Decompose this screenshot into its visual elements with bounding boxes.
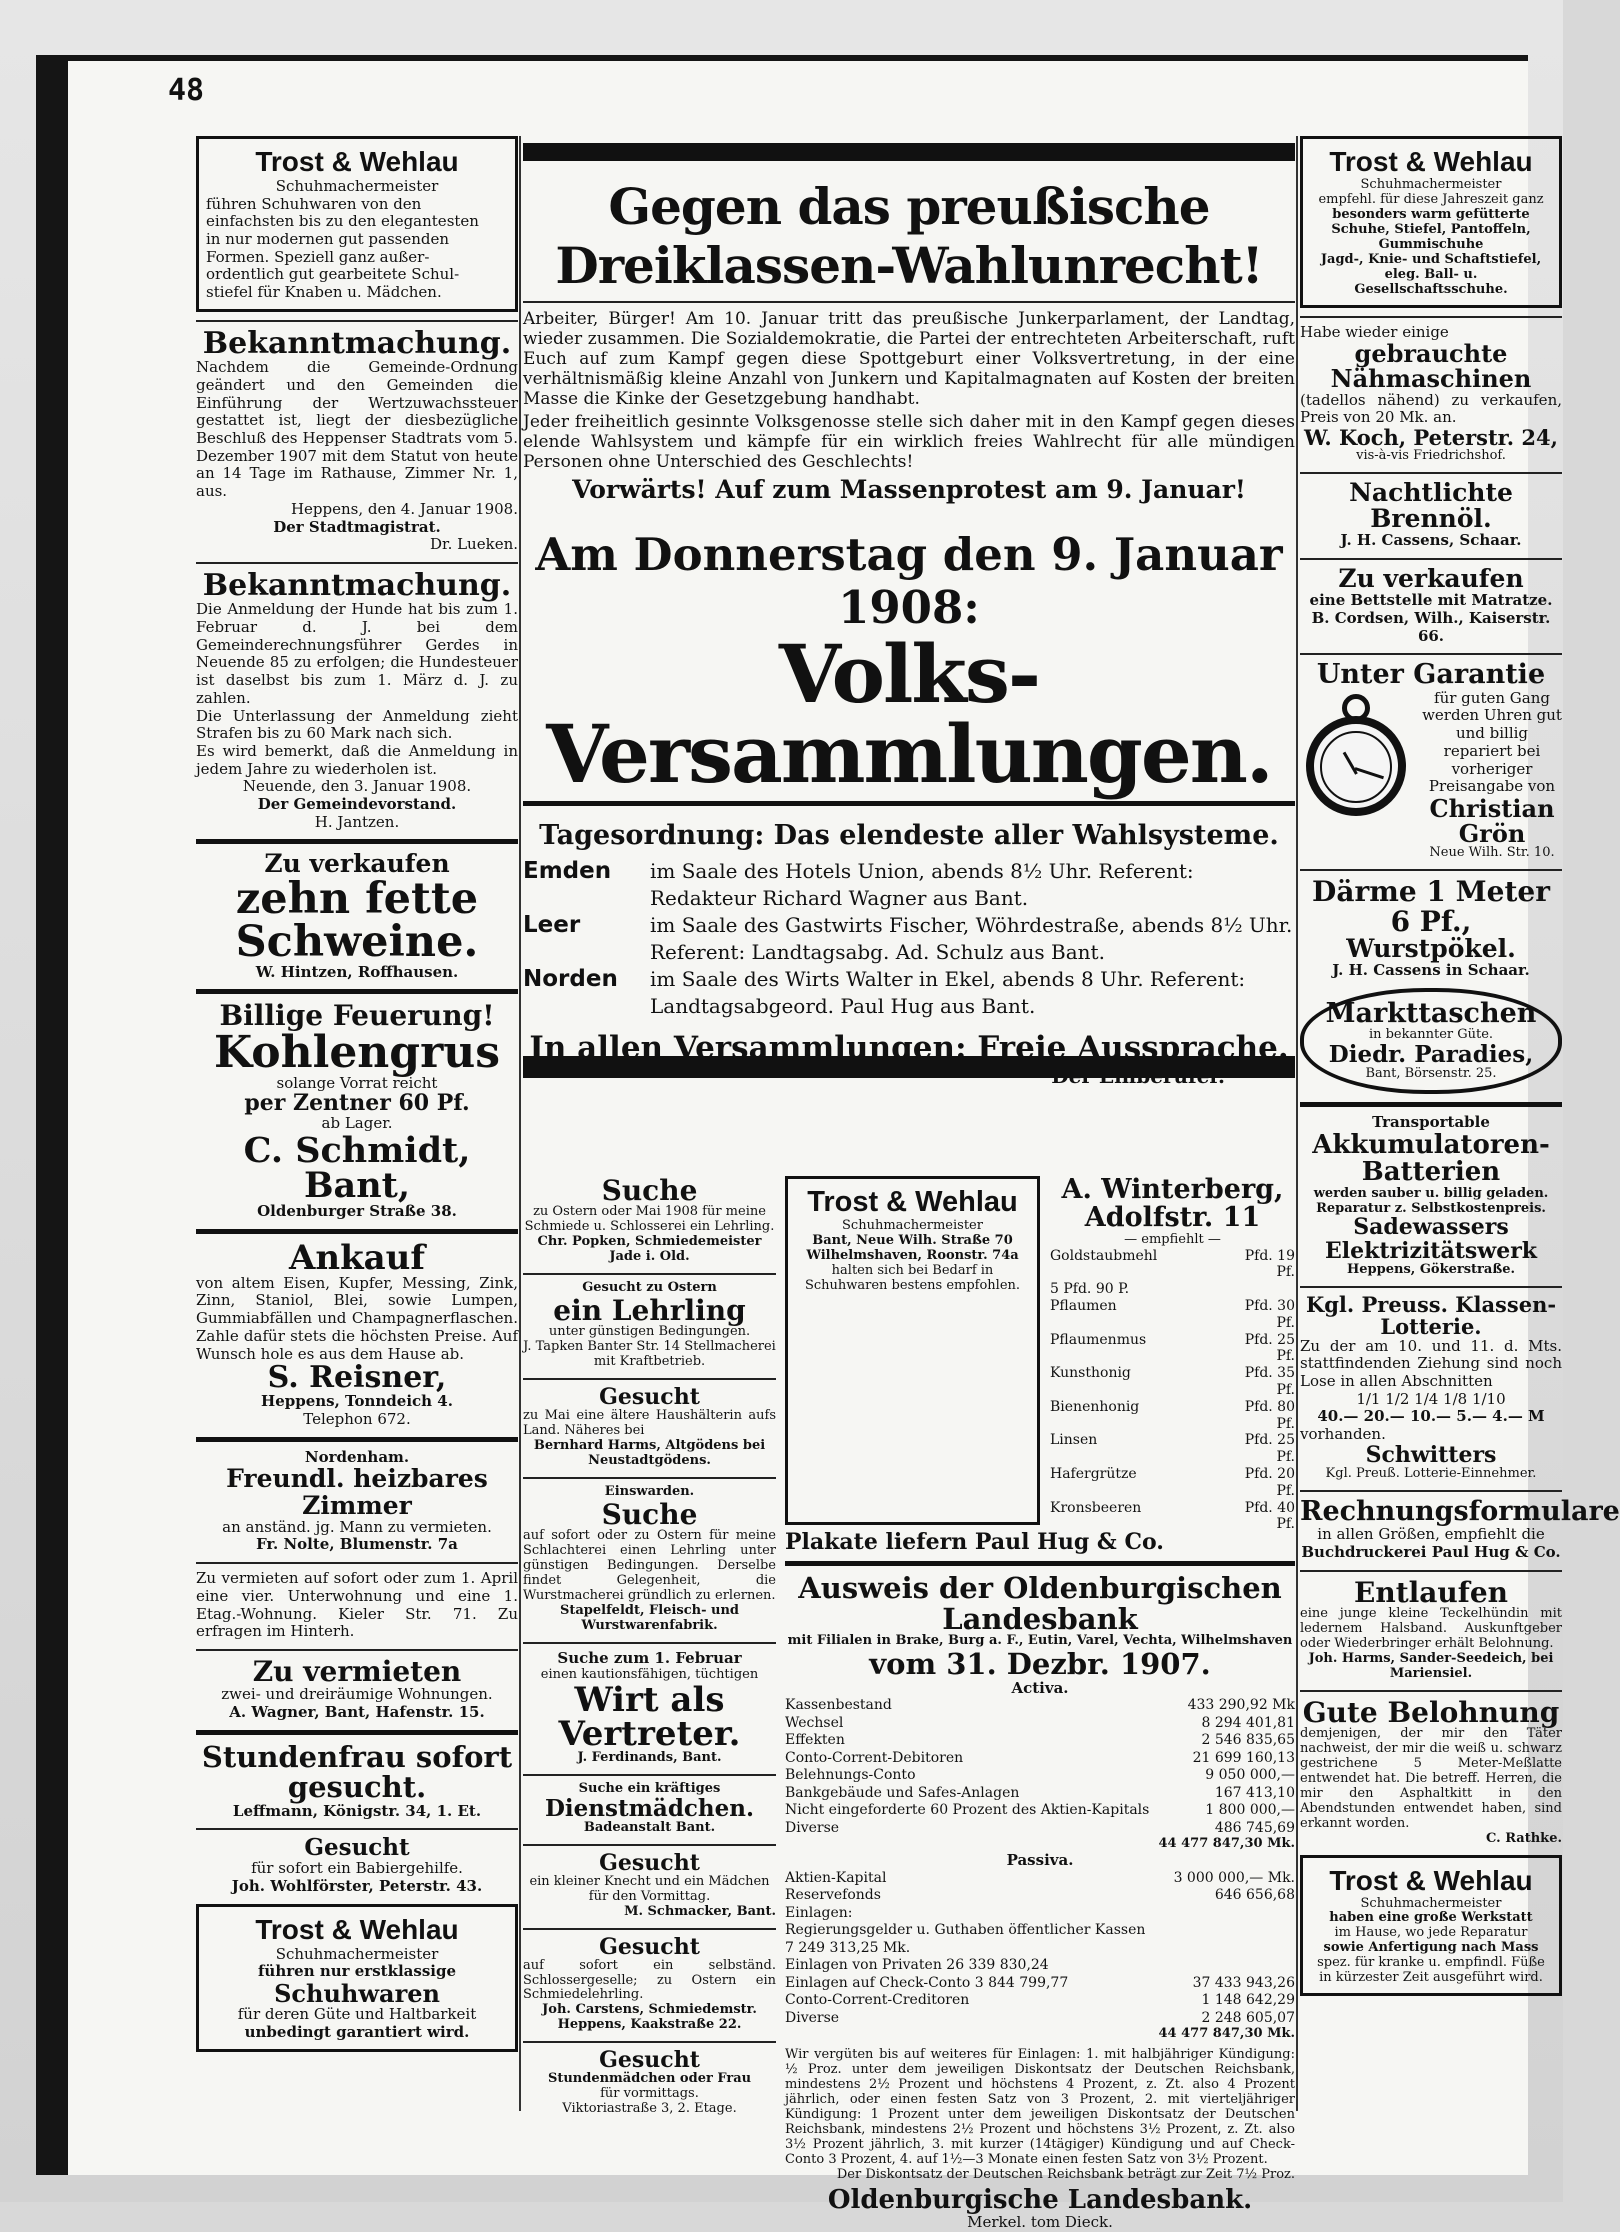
battery-ad: Transportable Akkumulatoren-Batterien werden sauber u. billig geladen. Reparatur z. Selbstkostenpreis. Sadewassers Elektrizitätswerk Heppens, Gökerstraße. — [1312, 1113, 1550, 1277]
trost-wehlau-ad-5: Trost & Wehlau Schuhmachermeister haben eine große Werkstatt im Hause, wo jede Reparatur sowie Anfertigung nach Mass spez. für kranke u. empfindl. Füße in kürzester Zeit ausgeführt wird. — [1300, 1855, 1562, 1997]
winterberg-ad: A. Winterberg, Adolfstr. 11 — empfiehlt — Goldstaubmehl Pfd. 19 Pf. 5 Pfd. 90 P. Pflaumen Pfd. 30 Pf. Pflaumenmus Pfd. 25 Pf. Kunsthonig Pfd. 35 Pf. Bienenhonig Pfd. 80 Pf. Linsen Pfd. 25 Pf. Hafergrütze Pfd. 20 Pf. Kronsbeeren Pfd. 40 Pf. — [1050, 1174, 1295, 1533]
hourly-help-ad: Stundenfrau sofort gesucht. Leffmann, Königstr. 34, 1. Et. — [201, 1739, 513, 1820]
reward-ad: Gute Belohnung demjenigen, der mir den Täter nachweist, der mir die weiß u. schwarz gestrichene 5 Meter-Meßlatte entwendet hat. Die betreff. Herren, die mir den Asphaltkitt in den Abendstunden entwendet haben, sind erkannt worden. C. Rathke. — [1300, 1695, 1562, 1846]
trost-wehlau-ad-4: Trost & Wehlau Schuhmachermeister empfehl. für diese Jahreszeit ganz besonders warm gefütterte Schuhe, Stiefel, Pantoffeln, Gummischuhe Jagd-, Knie- und Schaftstiefel, eleg. Ball- u. Gesellschaftsschuhe. — [1300, 136, 1562, 308]
divider — [523, 1378, 776, 1380]
lamp-oil-ad: Nachtlichte Brennöl. J. H. Cassens, Schaar. — [1340, 477, 1522, 550]
billing-forms-ad: Rechnungsformulare in allen Größen, empfiehlt die Buchdruckerei Paul Hug & Co. — [1300, 1495, 1620, 1561]
apprentice-ad: Gesucht zu Ostern ein Lehrling unter günstigen Bedingungen. J. Tapken Banter Str. 14 Stellmacherei mit Kraftbetrieb. — [523, 1280, 776, 1370]
divider — [1300, 1490, 1562, 1492]
top-business-ads — [785, 1176, 1295, 1533]
divider — [196, 1562, 518, 1564]
divider — [196, 1649, 518, 1651]
divider — [1300, 472, 1562, 474]
butcher-apprentice-ad: Einswarden. Suche auf sofort oder zu Ostern für meine Schlachterei einen Lehrling unter günstigen Bedingungen. Derselbe findet Gelegenheit, die Wurstmacherei gründlich zu erlernen. Stapelfeldt, Fleisch- und Wurstwarenfabrik. — [523, 1484, 776, 1634]
divider — [1300, 1690, 1562, 1692]
divider — [196, 839, 518, 844]
divider — [523, 1844, 776, 1846]
organizer: Der Einberufer. — [1051, 1063, 1225, 1088]
divider — [196, 562, 518, 564]
divider — [523, 1774, 776, 1776]
divider — [1300, 1570, 1562, 1572]
divider — [196, 1730, 518, 1735]
bed-sale-ad: Zu verkaufen eine Bettstelle mit Matratze. B. Cordsen, Wilh., Kaiserstr. 66. — [1309, 564, 1553, 645]
pigs-ad: Zu verkaufen zehn fette Schweine. W. Hintzen, Roffhausen. — [235, 849, 479, 981]
meeting-date: Am Donnerstag den 9. Januar 1908: — [535, 527, 1283, 634]
pocket-watch-icon — [1300, 694, 1412, 826]
divider — [523, 1273, 776, 1275]
cleaning-help-ad: Gesucht Stundenmädchen oder Frau für vormittags. Viktoriastraße 3, 2. Etage. — [547, 2047, 752, 2117]
divider — [523, 301, 1295, 303]
coal-ad: Billige Feuerung! Kohlengrus solange Vorrat reicht per Zentner 60 Pf. ab Lager. C. Schmidt, Bant, Oldenburger Straße 38. — [213, 999, 501, 1221]
activa-list: Kassenbestand 433 290,92 Mk Wechsel 8 294 401,81 Effekten 2 546 835,65 Conto-Corrent-Debitoren 21 699 160,13 Belehnungs-Conto 9 050 000,— Bankgebäude und Safes-Anlagen 167 413,10 Nicht eingeforderte 60 Prozent des Aktien-Kapitals 1 800 000,— Diverse 486 745,69 — [785, 1697, 1295, 1836]
watch-ad-text: für guten Gang werden Uhren gut und billig repariert bei vorheriger Preisangabe von Christian Grön Neue Wilh. Str. 10. — [1422, 688, 1562, 861]
election-appeal: Arbeiter, Bürger! Am 10. Januar tritt das preußische Junkerparlament, der Landtag, wieder zusammen. Die Sozialdemokratie, die Partei der entrechteten Arbeiterschaft, ruft Euch auf zum Kampf gegen diese Spottgeburt einer Volksvertretung, in der eine verhältnismäßig kleine Anzahl von Junkern und Kapitalmagnaten auf Kosten der breiten Masse die Kinke der Gesetzgebung handhabt. Jeder freiheitlich gesinnte Volksgenosse stelle sich daher mit in den Kampf gegen dieses elende Wahlsystem und kämpfe für ein wirklich freies Wahlrecht für alle mündigen Personen ohne Unterschied des Geschlechts! — [523, 309, 1295, 473]
center-lower-section — [523, 1056, 1295, 2231]
divider — [1300, 869, 1562, 871]
representative-ad: Suche zum 1. Februar einen kautionsfähigen, tüchtigen Wirt als Vertreter. J. Ferdinands, Bant. — [540, 1649, 759, 1765]
notice-ad-1: Bekanntmachung. Nachdem die Gemeinde-Ordnung geändert und den Gemeinden die Einführung der Wertzuwachssteuer gestattet ist, liegt der diesbezügliche Beschluß des Heppenser Stadtrats vom 5. Dezember 1907 mit dem Statut von heute an 14 Tage im Rathause, Zimmer Nr. 1, aus. Heppens, den 4. Januar 1908. Der Stadtmagistrat. Dr. Lueken. — [196, 325, 518, 554]
divider — [523, 1477, 776, 1479]
page-number: 48 — [168, 73, 205, 108]
divider — [523, 1642, 776, 1644]
market-bags-ad: Markttaschen in bekannter Güte. Diedr. Paradies, Bant, Börsenstr. 25. — [1300, 988, 1562, 1094]
newspaper-page — [68, 55, 1620, 2231]
rent-ad-2: Zu vermieten zwei- und dreiräumige Wohnungen. A. Wagner, Bant, Hafenstr. 15. — [221, 1654, 493, 1721]
free-speech: In allen Versammlungen: Freie Aussprache. — [529, 1029, 1289, 1066]
maid-ad: Suche ein kräftiges Dienstmädchen. Badeanstalt Bant. — [544, 1780, 755, 1835]
column-rule-left — [519, 136, 521, 2111]
divider — [523, 2041, 776, 2043]
agenda: Tagesordnung: Das elendeste aller Wahlsysteme. — [539, 819, 1279, 851]
grocery-price-list: Goldstaubmehl Pfd. 19 Pf. 5 Pfd. 90 P. Pflaumen Pfd. 30 Pf. Pflaumenmus Pfd. 25 Pf. Kunsthonig Pfd. 35 Pf. Bienenhonig Pfd. 80 Pf. Linsen Pfd. 25 Pf. Hafergrütze Pfd. 20 Pf. Kronsbeeren Pfd. 40 Pf. — [1050, 1247, 1295, 1533]
divider — [523, 801, 1295, 806]
rent-ad-1: Zu vermieten auf sofort oder zum 1. April eine vier. Unterwohnung und eine 1. Etag.-Wohnung. Kieler Str. 71. Zu erfragen im Hinterh. — [196, 1569, 518, 1641]
divider — [196, 320, 518, 322]
headline-rule — [523, 143, 1295, 161]
printing-ad: Plakate liefern Paul Hug & Co. — [785, 1529, 1164, 1556]
binding-edge — [36, 55, 68, 2175]
job-ads-column — [523, 1176, 776, 2125]
lost-dog-ad: Entlaufen eine junge kleine Teckelhündin mit ledernem Halsband. Auskunftgeber oder Wiederbringer erhält Belohnung. Joh. Harms, Sander-Seedeich, bei Mariensiel. — [1300, 1575, 1562, 1681]
sausage-casings-ad: Därme 1 Meter 6 Pf., Wurstpökel. J. H. Cassens in Schaar. — [1312, 875, 1550, 980]
divider — [196, 1229, 518, 1234]
business-and-bank-column — [785, 1176, 1295, 2232]
watch-repair-ad: Unter Garantie für guten Gang werden Uhren gut und billig repariert bei vorheriger Preisangabe von Christian Grön Neue Wilh. Str. 10. — [1300, 661, 1562, 861]
watch-ad-body — [1300, 690, 1562, 861]
section-rule — [523, 1056, 1295, 1078]
blacksmith-apprentice-ad: Suche zu Ostern oder Mai 1908 für meine Schmiede u. Schlosserei ein Lehrling. Chr. Popken, Schmiedemeister Jade i. Old. — [524, 1174, 775, 1265]
assembly-title: Volks-Versammlungen. — [546, 626, 1272, 801]
nordenham-room-ad: Nordenham. Freundl. heizbares Zimmer an anständ. jg. Mann zu vermieten. Fr. Nolte, Blumenstr. 7a — [222, 1447, 492, 1554]
meeting-list: Emden im Saale des Hotels Union, abends 8½ Uhr. Referent: Redakteur Richard Wagner aus Bant. Leer im Saale des Gastwirts Fischer, Wöhrdestraße, abends 8½ Uhr. Referent: Landtagsabg. Ad. Schulz aus Bant. Norden im Saale des Wirts Walter in Ekel, abends 8 Uhr. Referent: Landtagsabgeord. Paul Hug aus Bant. — [523, 857, 1293, 1018]
trost-wehlau-ad-1: Trost & Wehlau Schuhmachermeister führen Schuhwaren von den einfachsten bis zu den elegantesten in nur modernen gut passenden Formen. Speziell ganz außer- ordentlich gut gearbeitete Schul- stiefel für Knaben u. Mädchen. — [196, 136, 518, 312]
divider — [785, 1561, 1295, 1566]
center-column — [523, 136, 1295, 2231]
divider — [1300, 558, 1562, 560]
divider — [196, 1828, 518, 1830]
housekeeper-ad: Gesucht zu Mai eine ältere Haushälterin aufs Land. Näheres bei Bernhard Harms, Altgödens bei Neustadtgödens. — [523, 1384, 776, 1469]
trost-wehlau-ad-3: Trost & Wehlau Schuhmachermeister Bant, Neue Wilh. Straße 70 Wilhelmshaven, Roonstr. 74a halten sich bei Bedarf in Schuhwaren bestens empfohlen. — [785, 1176, 1040, 1525]
divider — [1300, 1102, 1562, 1107]
divider — [1300, 316, 1562, 318]
lottery-ad: Kgl. Preuss. Klassen-Lotterie. Zu der am 10. und 11. d. Mts. stattfindenden Ziehung sind noch Lose in allen Abschnitten 1/1 1/2 1/4 1/8 1/10 40.— 20.— 10.— 5.— 4.— M vorhanden. Schwitters Kgl. Preuß. Lotterie-Einnehmer. — [1300, 1291, 1562, 1481]
left-column — [196, 136, 518, 2060]
divider — [1300, 653, 1562, 655]
farm-help-ad: Gesucht ein kleiner Knecht und ein Mädchen für den Vormittag. M. Schmacker, Bant. — [529, 1849, 776, 1919]
divider — [196, 989, 518, 994]
trost-wehlau-ad-2: Trost & Wehlau Schuhmachermeister führen nur erstklassige Schuhwaren für deren Güte und Haltbarkeit unbedingt garantiert wird. — [196, 1904, 518, 2052]
divider — [196, 1437, 518, 1442]
mass-protest-call: Vorwärts! Auf zum Massenprotest am 9. Januar! — [572, 475, 1246, 505]
barber-ad: Gesucht für sofort ein Babiergehilfe. Joh. Wohlförster, Peterstr. 43. — [231, 1834, 483, 1896]
passiva-list: Aktien-Kapital 3 000 000,— Mk. Reservefonds 646 656,68 Einlagen: Regierungsgelder u. Guthaben öffentlicher Kassen 7 249 313,25 Mk. Einlagen von Privaten 26 339 830,24 Einlagen auf Check-Conto 3 844 799,77 37 433 943,26 Conto-Corrent-Creditoren 1 148 642,29 Diverse 2 248 605,07 — [785, 1869, 1295, 2026]
political-headline: Gegen das preußische Dreiklassen-Wahlunrecht! — [555, 177, 1263, 295]
scrap-purchase-ad: Ankauf von altem Eisen, Kupfer, Messing, Zink, Zinn, Staniol, Blei, sowie Lumpen, Gummiabfällen und Champagnerflaschen. Zahle dafür stets die höchsten Preise. Auf Wunsch hole es aus dem Hause ab. S. Reisner, Heppens, Tonndeich 4. Telephon 672. — [196, 1237, 518, 1428]
divider — [523, 1928, 776, 1930]
locksmith-ad: Gesucht auf sofort ein selbständ. Schlossergeselle; zu Ostern ein Schmiedelehrling. Joh. Carstens, Schmiedemstr. Heppens, Kaakstraße 22. — [523, 1933, 776, 2033]
right-column — [1300, 136, 1620, 2004]
column-rule-right — [1296, 136, 1298, 2111]
notice-ad-2: Bekanntmachung. Die Anmeldung der Hunde hat bis zum 1. Februar d. J. bei dem Gemeinderechnungsführer Gerdes in Neuende 85 zu erfolgen; die Hundesteuer ist daselbst bis zum 1. März d. J. zu zahlen. Die Unterlassung der Anmeldung zieht Strafen bis zu 60 Mark nach sich. Es wird bemerkt, daß die Anmeldung in jedem Jahre zu wiederholen ist. Neuende, den 3. Januar 1908. Der Gemeindevorstand. H. Jantzen. — [196, 567, 518, 831]
sewing-machines-ad: Habe wieder einige gebrauchte Nähmaschinen (tadellos nähend) zu verkaufen, Preis von 20 Mk. an. W. Koch, Peterstr. 24, vis-à-vis Friedrichshof. — [1300, 322, 1562, 463]
divider — [1300, 1286, 1562, 1288]
bank-statement: Ausweis der Oldenburgischen Landesbank mit Filialen in Brake, Burg a. F., Eutin, Varel, Vechta, Wilhelmshaven vom 31. Dezbr. 1907. Activa. Kassenbestand 433 290,92 Mk Wechsel 8 294 401,81 Effekten 2 546 835,65 Conto-Corrent-Debitoren 21 699 160,13 Belehnungs-Conto 9 050 000,— Bankgebäude und Safes-Anlagen 167 413,10 Nicht eingeforderte 60 Prozent des Aktien-Kapitals 1 800 000,— Diverse 486 745,69 44 477 847,30 Mk. Passiva. Aktien-Kapital 3 000 000,— Mk. Reservefonds 646 656,68 Einlagen: Regierungsgelder u. Guthaben öffentlicher Kassen 7 249 313,25 Mk. Einlagen von Privaten 26 339 830,24 Einlagen auf Check-Conto 3 844 799,77 37 433 943,26 Conto-Corrent-Creditoren 1 148 642,29 Diverse 2 248 605,07 44 477 847,30 Mk. Wir vergüten bis auf weiteres für Einlagen: 1. mit halbjähriger Kündigung: ½ Proz. unter dem jeweiligen Diskontsatz der Deutschen Reichsbank, mindestens 2½ Prozent und höchstens 4 Prozent, z. Zt. also 4 Prozent jährlich, oder einen festen Satz von 3 Prozent, 2. mit vierteljähriger Kündigung: 1 Prozent unter dem jeweiligen Diskontsatz der Deutschen Reichsbank, mindestens 2½ Prozent und höchstens 3½ Prozent, z. Zt. also 3½ Prozent jährlich, 3. mit kurzer (14tägiger) Kündigung und auf Check-Conto 3 Prozent, 4. auf 1½—3 Monate einen festen Satz von 3½ Prozent. Der Diskontsatz der Deutschen Reichsbank beträgt zur Zeit 7½ Proz. Oldenburgische Landesbank. Merkel. tom Dieck. — [785, 1571, 1295, 2231]
